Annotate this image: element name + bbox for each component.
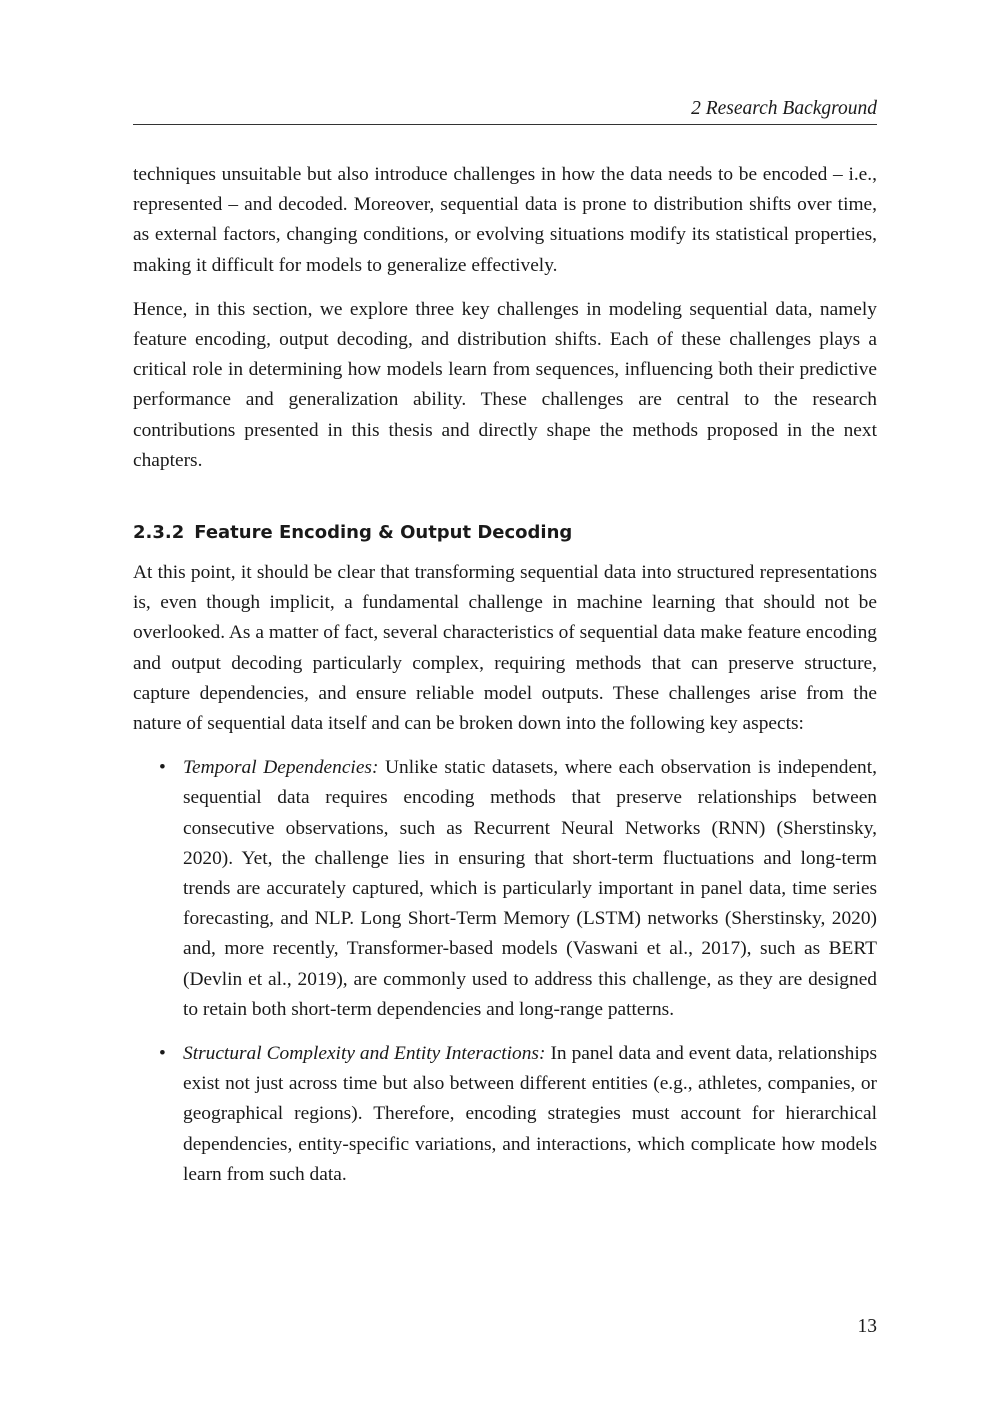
item-term: Temporal Dependencies: (183, 757, 379, 779)
list-item (133, 1039, 877, 1190)
section-title: Feature Encoding & Output Decoding (194, 522, 573, 544)
list-item (133, 753, 877, 1025)
running-header: 2 Research Background (691, 98, 877, 119)
item-term: Structural Complexity and Entity Interactions: (183, 1043, 546, 1065)
bullet-icon: • (159, 1043, 166, 1065)
body-text (133, 160, 877, 1204)
header-rule (133, 124, 877, 125)
section-intro: At this point, it should be clear that transforming sequential data into structured representations is, even though implicit, a fundamental challenge in machine learning that should not be overlooked. As a matter of fact, several characteristics of sequential data make feature encoding and output decoding particularly complex, requiring methods that can preserve structure, capture dependencies, and ensure reliable model outputs. These challenges arise from the nature of sequential data itself and can be broken down into the following key aspects: (133, 562, 877, 735)
item-text: Unlike static datasets, where each observation is independent, sequential data requires encoding methods that preserve relationships between consecutive observations, such as Recurrent Neural Networks (RNN) (Sherstinsky, 2020). Yet, the challenge lies in ensuring that short-term fluctuations and long-term trends are accurately captured, which is particularly important in panel data, time series forecasting, and NLP. Long Short-Term Memory (LSTM) networks (Sherstinsky, 2020) and, more recently, Transformer-based models (Vaswani et al., 2017), such as BERT (Devlin et al., 2019), are commonly used to address this challenge, as they are designed to retain both short-term dependencies and long-range patterns. (183, 757, 877, 1020)
paragraph: Hence, in this section, we explore three key challenges in modeling sequential data, namely feature encoding, output decoding, and distribution shifts. Each of these challenges plays a critical role in determining how models learn from sequences, influencing both their predictive performance and generalization ability. These challenges are central to the research contributions presented in this thesis and directly shape the methods proposed in the next chapters. (133, 298, 877, 471)
paragraph: techniques unsuitable but also introduce challenges in how the data needs to be encoded – i.e., represented – and decoded. Moreover, sequential data is prone to distribution shifts over time, as external factors, changing conditions, or evolving situations modify its statistical properties, making it difficult for models to generalize effectively. (133, 164, 877, 276)
bullet-icon: • (159, 757, 166, 779)
aspects-list (133, 753, 877, 1190)
section-number: 2.3.2 (133, 522, 185, 544)
item-text: In panel data and event data, relationships exist not just across time but also between different entities (e.g., athletes, companies, or geographical regions). Therefore, encoding strategies must account for hierarchical dependencies, entity-specific variations, and interactions, which complicate how models learn from such data. (183, 1043, 877, 1185)
section-heading (133, 520, 877, 546)
page-number: 13 (857, 1316, 877, 1337)
